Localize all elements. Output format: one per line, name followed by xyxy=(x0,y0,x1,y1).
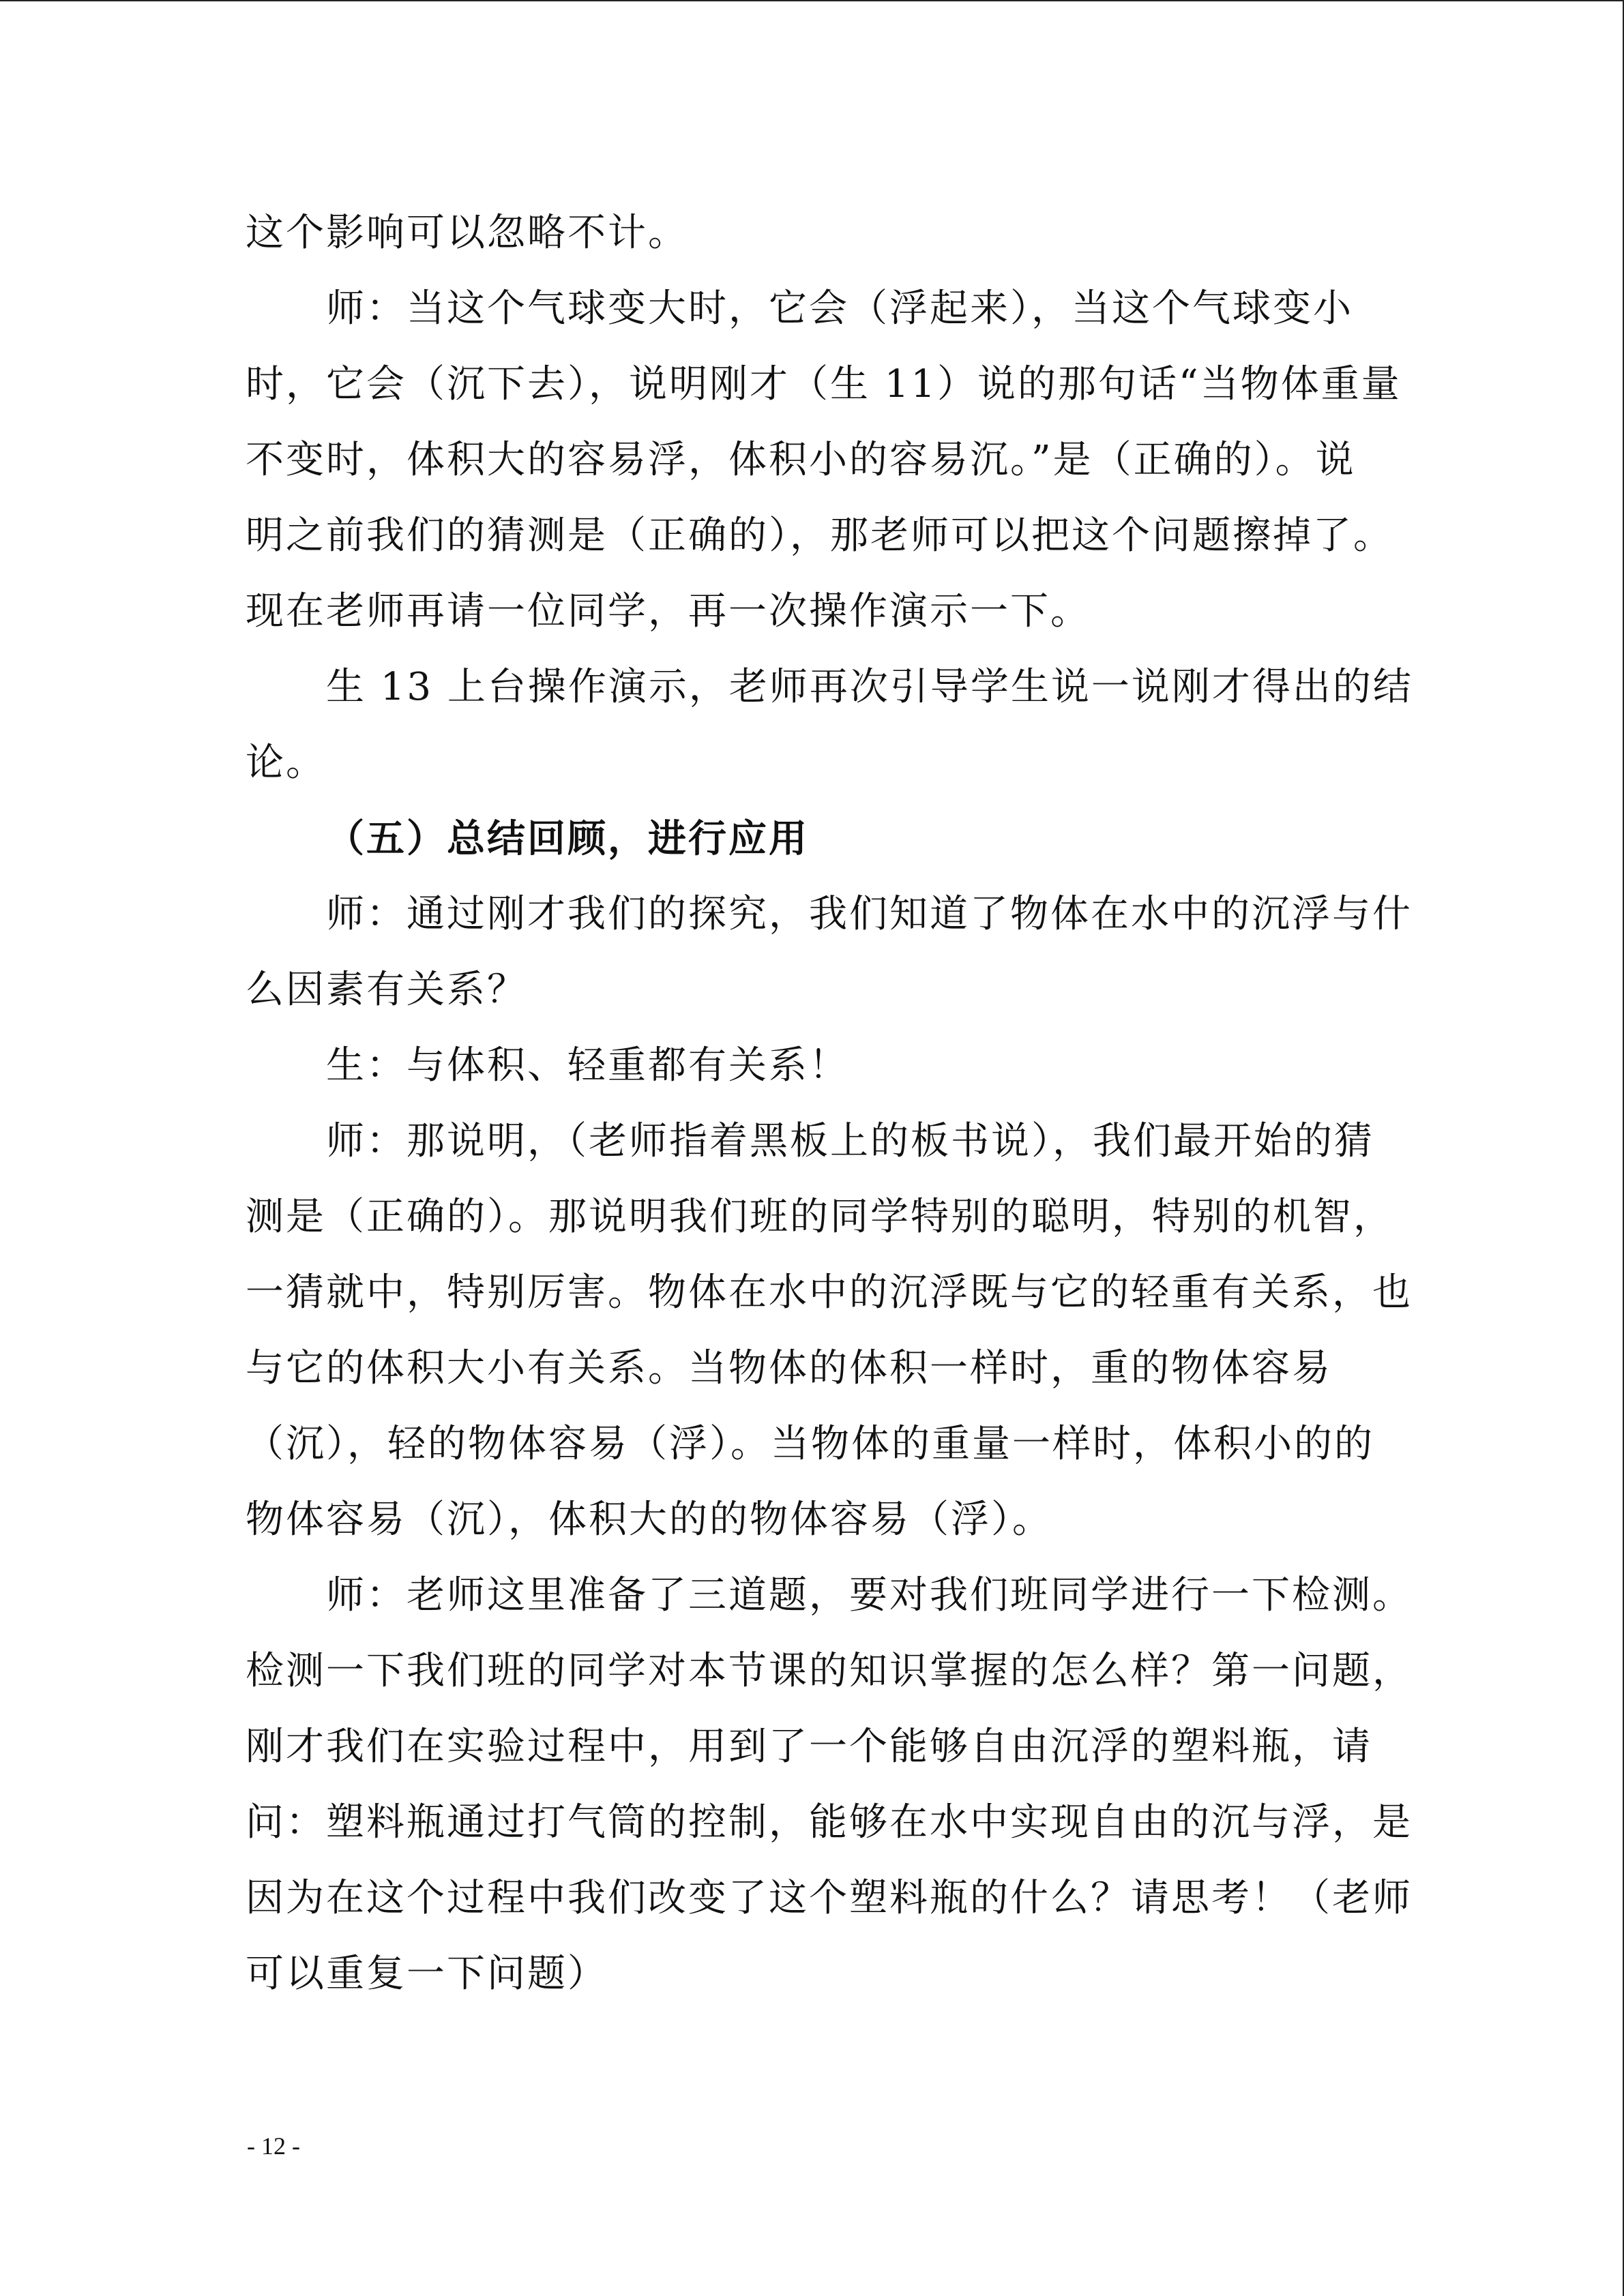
section-heading: （五）总结回顾，进行应用 xyxy=(326,816,809,861)
text-line: 师：通过刚才我们的探究，我们知道了物体在水中的沉浮与什 xyxy=(326,892,1413,936)
text-line: 时，它会（沉下去），说明刚才（生 11）说的那句话“当物体重量 xyxy=(246,362,1402,406)
text-line: 生 13 上台操作演示，老师再次引导学生说一说刚才得出的结 xyxy=(326,665,1413,709)
text-line: 师：那说明，（老师指着黑板上的板书说），我们最开始的猜 xyxy=(326,1119,1374,1163)
page-number: - 12 - xyxy=(247,2132,300,2160)
text-line: 刚才我们在实验过程中，用到了一个能够自由沉浮的塑料瓶，请 xyxy=(246,1725,1372,1769)
text-line: （沉），轻的物体容易（浮）。当物体的重量一样时，体积小的的 xyxy=(246,1422,1374,1466)
text-line: 问：塑料瓶通过打气筒的控制，能够在水中实现自由的沉与浮，是 xyxy=(246,1800,1413,1845)
text-line: 物体容易（沉），体积大的的物体容易（浮）。 xyxy=(246,1497,1052,1542)
text-line: 师：老师这里准备了三道题，要对我们班同学进行一下检测。 xyxy=(326,1573,1413,1617)
text-line: 与它的体积大小有关系。当物体的体积一样时，重的物体容易 xyxy=(246,1346,1332,1390)
text-line: 测是（正确的）。那说明我们班的同学特别的聪明，特别的机智， xyxy=(246,1195,1393,1239)
text-line: 明之前我们的猜测是（正确的），那老师可以把这个问题擦掉了。 xyxy=(246,513,1393,558)
text-line: 一猜就中，特别厉害。物体在水中的沉浮既与它的轻重有关系，也 xyxy=(246,1270,1413,1315)
text-line: 现在老师再请一位同学，再一次操作演示一下。 xyxy=(246,589,1091,633)
text-line: 检测一下我们班的同学对本节课的知识掌握的怎么样？第一问题， xyxy=(246,1649,1413,1693)
text-line: 不变时，体积大的容易浮，体积小的容易沉。”是（正确的）。说 xyxy=(246,438,1356,482)
text-line: 么因素有关系？ xyxy=(246,968,527,1012)
text-line: 因为在这个过程中我们改变了这个塑料瓶的什么？请思考！（老师 xyxy=(246,1876,1413,1920)
text-line: 生：与体积、轻重都有关系！ xyxy=(326,1043,849,1088)
text-line: 师：当这个气球变大时，它会（浮起来），当这个气球变小 xyxy=(326,286,1353,331)
text-line: 可以重复一下问题） xyxy=(246,1952,608,1996)
text-line: 这个影响可以忽略不计。 xyxy=(246,211,688,255)
text-line: 论。 xyxy=(246,741,326,785)
